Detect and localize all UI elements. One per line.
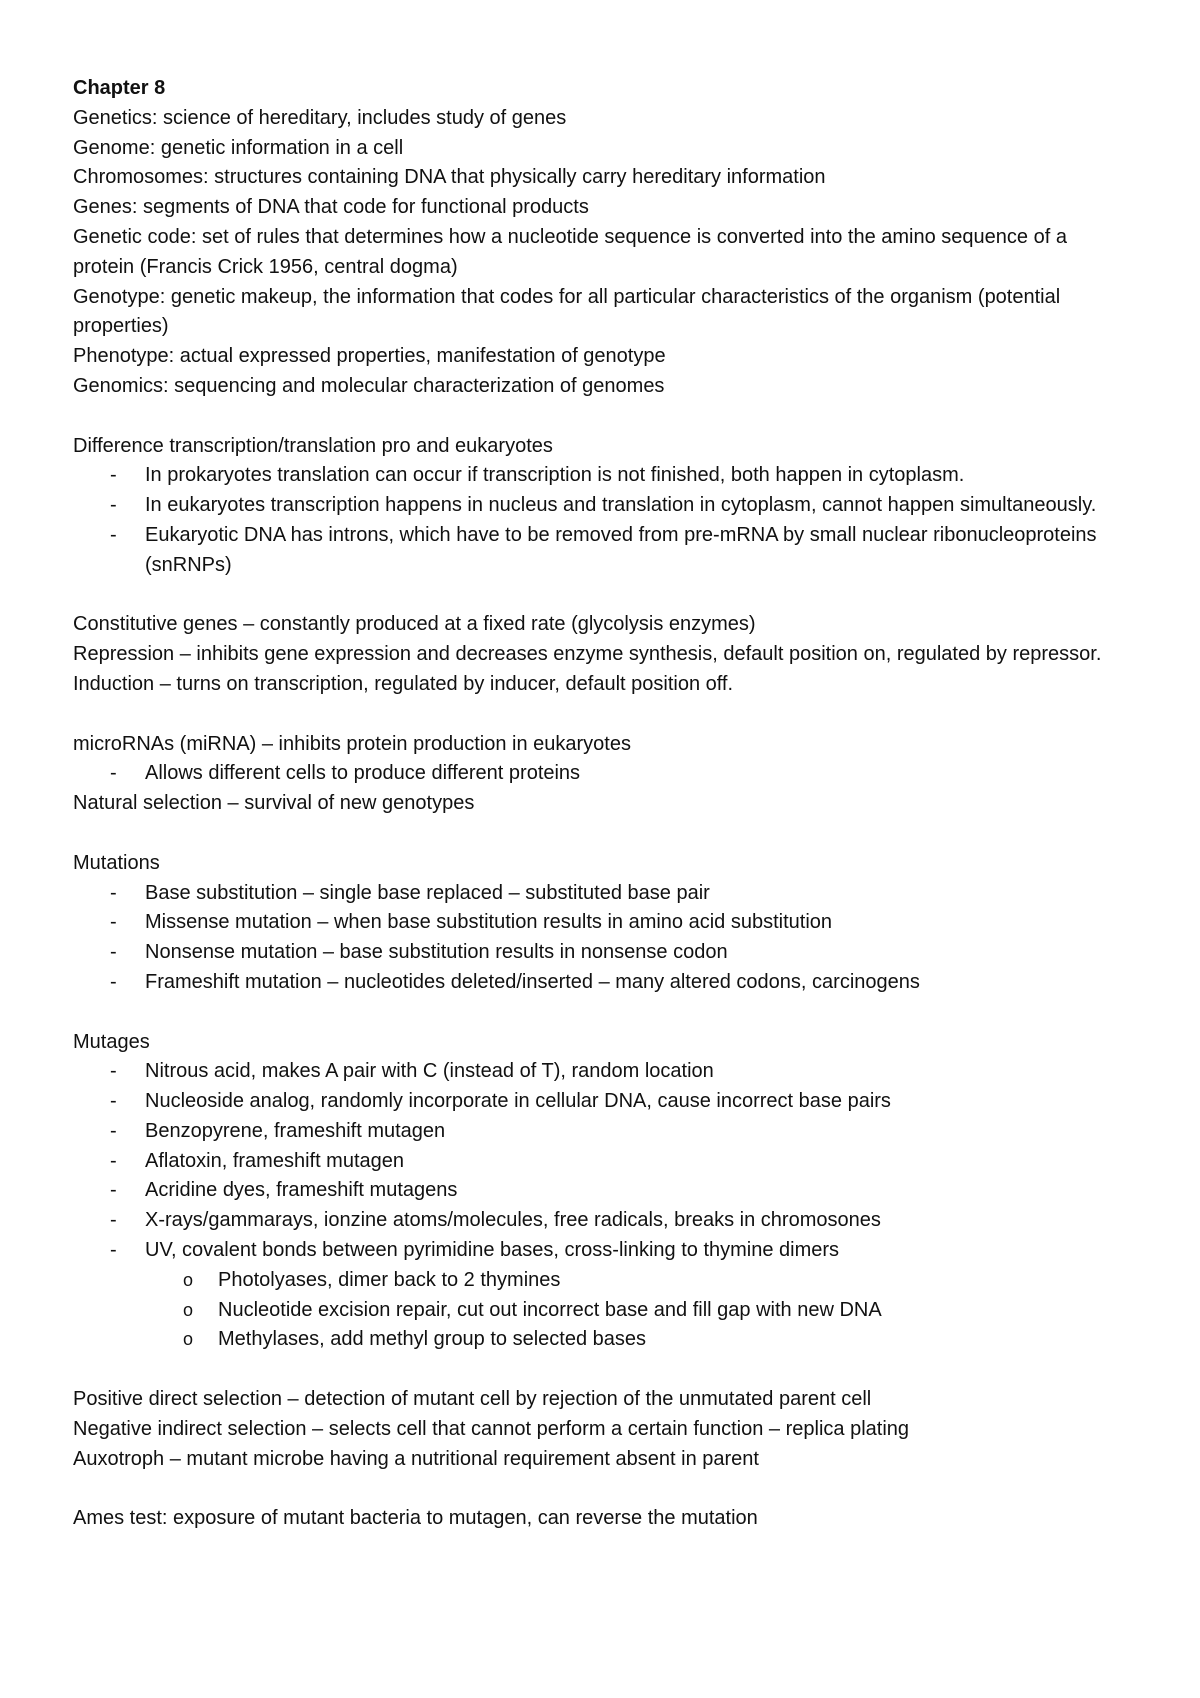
circle-marker: o	[183, 1299, 194, 1320]
natural-selection: Natural selection – survival of new genotypes	[73, 792, 475, 815]
dash-marker: -	[110, 494, 117, 517]
mirna-heading: microRNAs (miRNA) – inhibits protein production in eukaryotes	[73, 732, 631, 755]
list-item	[73, 1117, 1120, 1147]
list-item-text: In prokaryotes translation can occur if transcription is not finished, both happen in cytoplasm.	[145, 464, 965, 487]
spacer	[73, 581, 1120, 611]
dash-marker: -	[110, 1119, 117, 1142]
list-item	[73, 491, 1120, 521]
definition-genetics: Genetics: science of hereditary, includes study of genes	[73, 106, 567, 129]
mutations-list	[73, 879, 1120, 998]
list-item	[73, 1176, 1120, 1206]
list-item	[73, 879, 1120, 909]
negative-indirect-selection: Negative indirect selection – selects cell that cannot perform a certain function – replica plating	[73, 1417, 910, 1440]
list-item	[73, 938, 1120, 968]
list-item	[73, 461, 1120, 491]
spacer	[73, 700, 1120, 730]
sub-list-item	[73, 1325, 1120, 1355]
dash-marker: -	[110, 1179, 117, 1202]
definition-genes: Genes: segments of DNA that code for functional products	[73, 196, 589, 219]
list-item-text: Nucleoside analog, randomly incorporate in cellular DNA, cause incorrect base pairs	[145, 1090, 891, 1113]
mutations-heading: Mutations	[73, 851, 160, 874]
sub-list-item	[73, 1296, 1120, 1326]
list-item-text: Eukaryotic DNA has introns, which have to be removed from pre-mRNA by small nuclear ribonucleoproteins (snRNPs)	[145, 523, 1097, 576]
list-item	[73, 1087, 1120, 1117]
list-item-text: Aflatoxin, frameshift mutagen	[145, 1149, 405, 1172]
list-item	[73, 1206, 1120, 1236]
spacer	[73, 998, 1120, 1028]
definition-genome: Genome: genetic information in a cell	[73, 136, 404, 159]
dash-marker: -	[110, 911, 117, 934]
sub-list-item-text: Photolyases, dimer back to 2 thymines	[218, 1268, 561, 1291]
dash-marker: -	[110, 941, 117, 964]
mirna-list	[73, 759, 1120, 789]
auxotroph: Auxotroph – mutant microbe having a nutritional requirement absent in parent	[73, 1447, 759, 1470]
mutages-heading: Mutages	[73, 1030, 150, 1053]
definition-phenotype: Phenotype: actual expressed properties, manifestation of genotype	[73, 345, 666, 368]
induction: Induction – turns on transcription, regulated by inducer, default position off.	[73, 672, 734, 695]
dash-marker: -	[110, 523, 117, 546]
definition-chromosomes: Chromosomes: structures containing DNA that physically carry hereditary information	[73, 166, 826, 189]
dash-marker: -	[110, 1239, 117, 1262]
list-item-text: In eukaryotes transcription happens in nucleus and translation in cytoplasm, cannot happen simultaneously.	[145, 494, 1097, 517]
constitutive-genes: Constitutive genes – constantly produced at a fixed rate (glycolysis enzymes)	[73, 613, 756, 636]
definition-genotype: Genotype: genetic makeup, the information that codes for all particular characteristics of the organism (potential properties)	[73, 285, 1061, 338]
repression: Repression – inhibits gene expression and decreases enzyme synthesis, default position on, regulated by repressor.	[73, 643, 1102, 666]
ames-test: Ames test: exposure of mutant bacteria to mutagen, can reverse the mutation	[73, 1507, 758, 1530]
dash-marker: -	[110, 762, 117, 785]
list-item-text: Base substitution – single base replaced – substituted base pair	[145, 881, 710, 904]
list-item-text: Acridine dyes, frameshift mutagens	[145, 1179, 458, 1202]
list-item	[73, 1057, 1120, 1087]
list-item	[73, 1147, 1120, 1177]
sub-list-item-text: Nucleotide excision repair, cut out incorrect base and fill gap with new DNA	[218, 1298, 882, 1321]
list-item-text: Nonsense mutation – base substitution results in nonsense codon	[145, 941, 728, 964]
mutages-list	[73, 1057, 1120, 1355]
dash-marker: -	[110, 970, 117, 993]
dash-marker: -	[110, 881, 117, 904]
list-item	[73, 1236, 1120, 1355]
list-item-text: X-rays/gammarays, ionzine atoms/molecules, free radicals, breaks in chromosones	[145, 1209, 881, 1232]
list-item-text: Nitrous acid, makes A pair with C (instead of T), random location	[145, 1060, 714, 1083]
list-item	[73, 759, 1120, 789]
dash-marker: -	[110, 1149, 117, 1172]
list-item	[73, 521, 1120, 581]
list-item-text: Benzopyrene, frameshift mutagen	[145, 1119, 446, 1142]
list-item-text: Allows different cells to produce different proteins	[145, 762, 581, 785]
spacer	[73, 402, 1120, 432]
dash-marker: -	[110, 1060, 117, 1083]
circle-marker: o	[183, 1329, 194, 1350]
spacer	[73, 1474, 1120, 1504]
spacer	[73, 1355, 1120, 1385]
list-item	[73, 908, 1120, 938]
dash-marker: -	[110, 464, 117, 487]
page-title: Chapter 8	[73, 77, 166, 99]
definition-genomics: Genomics: sequencing and molecular characterization of genomes	[73, 374, 665, 397]
list-item	[73, 968, 1120, 998]
uv-repair-list	[145, 1266, 1120, 1355]
transcription-list	[73, 461, 1120, 580]
transcription-heading: Difference transcription/translation pro and eukaryotes	[73, 434, 553, 457]
list-item-text: UV, covalent bonds between pyrimidine bases, cross-linking to thymine dimers	[145, 1239, 840, 1262]
positive-direct-selection: Positive direct selection – detection of mutant cell by rejection of the unmutated parent cell	[73, 1388, 872, 1411]
dash-marker: -	[110, 1209, 117, 1232]
sub-list-item-text: Methylases, add methyl group to selected bases	[218, 1328, 647, 1351]
sub-list-item	[73, 1266, 1120, 1296]
dash-marker: -	[110, 1090, 117, 1113]
definition-genetic-code: Genetic code: set of rules that determines how a nucleotide sequence is converted into the amino sequence of a protein (Francis Crick 1956, central dogma)	[73, 225, 1067, 278]
spacer	[73, 819, 1120, 849]
circle-marker: o	[183, 1269, 194, 1290]
list-item-text: Missense mutation – when base substitution results in amino acid substitution	[145, 911, 833, 934]
list-item-text: Frameshift mutation – nucleotides deleted/inserted – many altered codons, carcinogens	[145, 970, 920, 993]
